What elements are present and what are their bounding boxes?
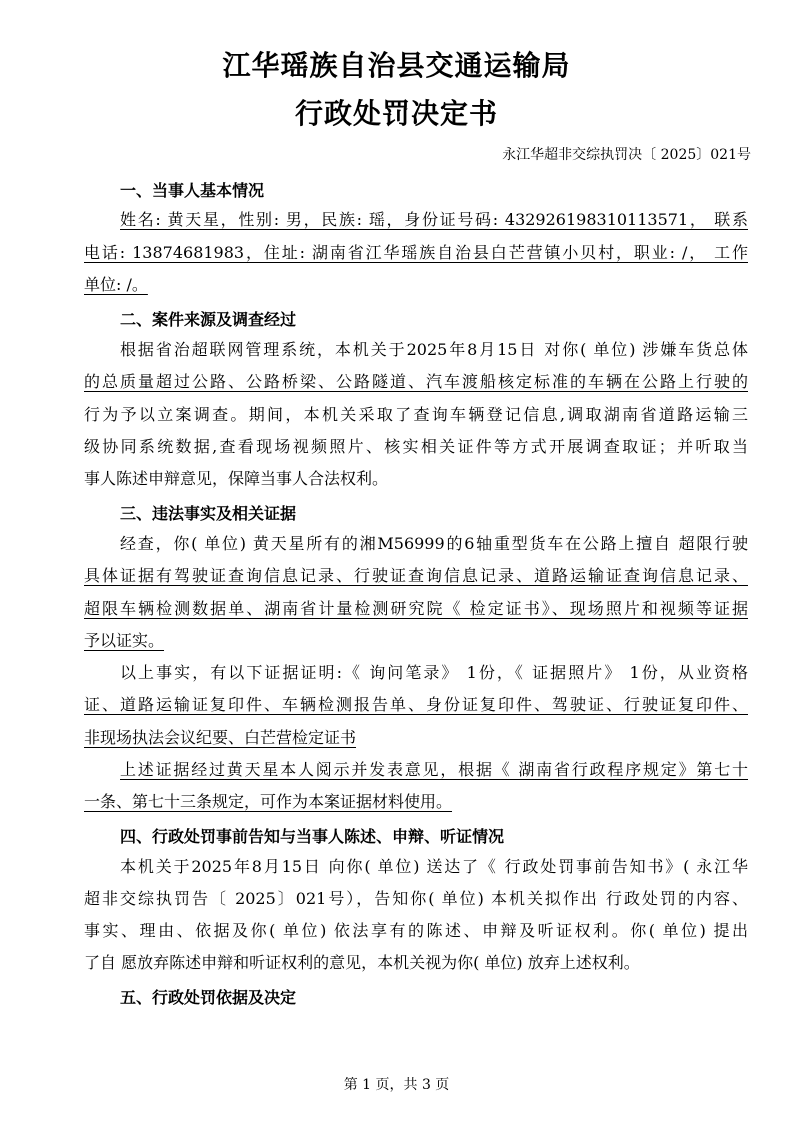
section-heading-4: 四、行政处罚事前告知与当事人陈述、申辩、听证情况 — [120, 827, 505, 846]
section-heading-2: 二、案件来源及调查经过 — [120, 310, 297, 329]
paragraph-line: 予以证实。 — [84, 631, 165, 650]
document-subtitle: 行政处罚决定书 — [294, 97, 498, 130]
paragraph-line: 证、道路运输证复印件、车辆检测报告单、身份证复印件、驾驶证、行驶证复印件、 — [84, 695, 748, 714]
paragraph-line: 姓名: 黄天星，性别: 男，民族: 瑶，身份证号码: 432926198310113571， 联系 — [120, 210, 748, 229]
paragraph-line: 的总质量超过公路、公路桥梁、公路隧道、汽车渡船核定标准的车辆在公路上行驶的 — [84, 372, 748, 391]
paragraph-line: 电话: 13874681983，住址: 湖南省江华瑶族自治县白芒营镇小贝村，职业: /， 工作 — [84, 243, 748, 262]
paragraph-line: 以上事实，有以下证据证明:《 询问笔录》 1份，《 证据照片》 1份，从业资格 — [120, 663, 748, 682]
paragraph-line: 单位: /。 — [84, 275, 148, 294]
paragraph-line: 了自 愿放弃陈述申辩和听证权利的意见，本机关视为你( 单位) 放弃上述权利。 — [84, 953, 640, 972]
document-number: 永江华超非交综执罚决〔 2025〕021号 — [502, 147, 751, 163]
paragraph-line: 本机关于2025年8月15日 向你( 单位) 送达了《 行政处罚事前告知书》( 永江华 — [120, 857, 748, 876]
paragraph-line: 上述证据经过黄天星本人阅示并发表意见，根据《 湖南省行政程序规定》第七十 — [120, 760, 748, 779]
paragraph-line: 具体证据有驾驶证查询信息记录、行驶证查询信息记录、道路运输证查询信息记录、 — [84, 566, 748, 585]
paragraph-line: 超限车辆检测数据单、湖南省计量检测研究院《 检定证书》、现场照片和视频等证据 — [84, 599, 748, 618]
paragraph-line: 事实、理由、依据及你( 单位) 依法享有的陈述、申辩及听证权利。你( 单位) 提出 — [84, 921, 748, 940]
paragraph-line: 级协同系统数据,查看现场视频照片、核实相关证件等方式开展调查取证；并听取当 — [84, 437, 748, 456]
paragraph-line: 超非交综执罚告〔 2025〕021号），告知你( 单位) 本机关拟作出 行政处罚的内容、 — [84, 889, 748, 908]
section-heading-5: 五、行政处罚依据及决定 — [120, 988, 297, 1007]
paragraph-line: 行为予以立案调查。期间，本机关采取了查询车辆登记信息,调取湖南省道路运输三 — [84, 405, 748, 424]
section-heading-1: 一、当事人基本情况 — [120, 181, 265, 200]
paragraph-line: 事人陈述申辩意见，保障当事人合法权利。 — [84, 469, 389, 488]
paragraph-line: 一条、第七十三条规定，可作为本案证据材料使用。 — [84, 792, 453, 811]
paragraph-line: 非现场执法会议纪要、白芒营检定证书 — [84, 728, 357, 747]
paragraph-line: 经查，你( 单位) 黄天星所有的湘M56999的6轴重型货车在公路上擅自 超限行驶 — [120, 534, 748, 553]
document-title: 江华瑶族自治县交通运输局 — [222, 49, 571, 82]
paragraph-line: 根据省治超联网管理系统，本机关于2025年8月15日 对你( 单位) 涉嫌车货总体 — [120, 340, 748, 359]
page-number: 第 1 页，共 3 页 — [343, 1077, 450, 1093]
section-heading-3: 三、违法事实及相关证据 — [120, 504, 297, 523]
